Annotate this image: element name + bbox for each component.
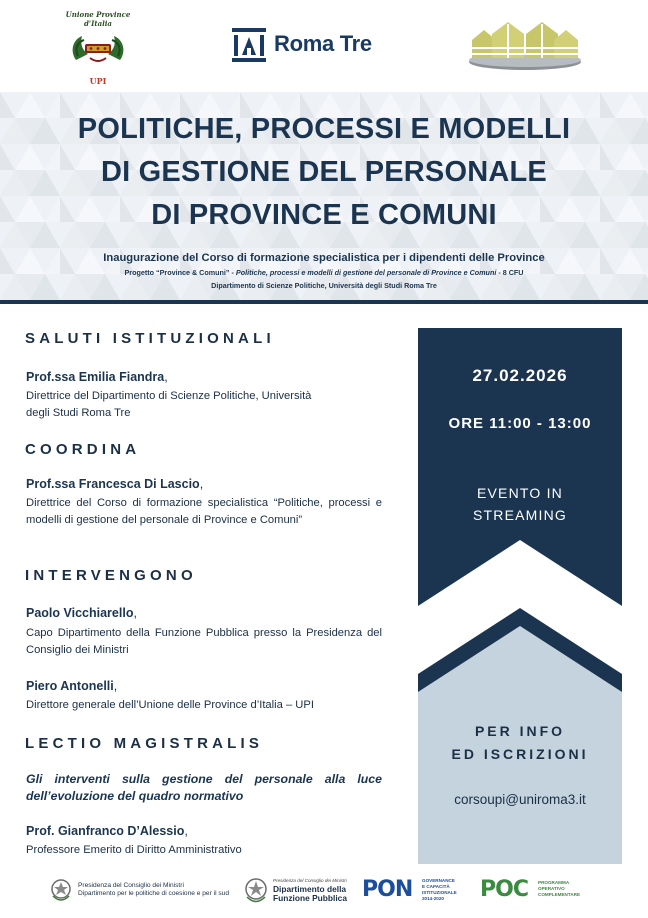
province-comuni-logo-icon [466,16,584,72]
coordina-name: Prof.ssa Francesca Di Lascio [26,477,200,491]
italian-emblem-icon [50,878,72,904]
roma-tre-wordmark: Roma Tre [274,31,372,56]
footer-dfp [244,868,354,912]
event-date: 27.02.2026 [472,366,568,385]
dfp-small-line: Presidenza del Consiglio dei Ministri [273,878,347,883]
saluti-speaker-name [26,370,168,384]
upi-emblem-icon [68,30,128,70]
upi-logo [60,10,136,86]
event-title-line-2: DI GESTIONE DEL PERSONALE [101,156,547,188]
roma-tre-mark-icon [232,28,266,62]
coordina-speaker-role: Direttrice del Corso di formazione specialistica “Politiche, processi e modelli di gestione del personale di Province e Comuni” [26,497,382,526]
italian-emblem-icon [244,877,268,905]
saluti-speaker-role: Direttrice del Dipartimento di Scienze Politiche, Università degli Studi Roma Tre [26,390,312,419]
inauguration-subtitle: Inaugurazione del Corso di formazione specialistica per i dipendenti delle Province [103,252,545,264]
event-mode-line-2: STREAMING [472,507,568,523]
footer-pon [362,868,462,912]
project-line [0,268,648,277]
event-mode [418,482,622,526]
pon-wordmark: PON [362,877,413,902]
coordina-name-suffix: , [199,477,204,491]
contact-email-link[interactable]: corsoupi@uniroma3.it [454,792,586,807]
banner-bottom-rule [0,300,648,304]
intervengono-heading: INTERVENGONO [25,567,197,584]
lectio-heading: LECTIO MAGISTRALIS [25,735,264,752]
poc-line-1: PROGRAMMA [538,880,570,885]
speaker-2-name: Piero Antonelli [26,679,114,693]
event-time: ORE 11:00 - 13:00 [448,415,592,432]
project-credits: - 8 CFU [496,268,524,277]
upi-arc-text: Unione Province d'Italia [65,10,131,28]
intervengono-speaker-1-role: Capo Dipartimento della Funzione Pubblica presso la Presidenza del Consiglio dei Ministri [26,627,382,656]
pon-line-2: E CAPACITÀ [422,884,450,889]
speaker-2-name-suffix: , [113,679,118,693]
pcm-line-1: Presidenza del Consiglio dei Ministri [78,882,184,889]
coordina-heading: COORDINA [25,441,141,458]
saluti-heading: SALUTI ISTITUZIONALI [25,330,275,347]
pon-line-3: ISTITUZIONALE [422,890,457,895]
intervengono-speaker-1-name [26,606,137,620]
saluti-name: Prof.ssa Emilia Fiandra [26,370,165,384]
speaker-1-name-suffix: , [133,606,137,620]
project-title: Politiche, processi e modelli di gestione del personale di Province e Comuni [235,268,497,277]
pon-line-1: GOVERNANCE [422,878,455,883]
poc-line-2: OPERATIVO [538,886,565,891]
intervengono-speaker-2-name [26,679,117,693]
project-prefix: Progetto “Province & Comuni” - [124,268,236,277]
logo-bar [0,0,648,92]
pcm-line-2: Dipartimento per le politiche di coesione e per il sud [78,890,230,897]
lectio-speaker-name [26,824,188,838]
coordina-speaker-name [26,477,203,491]
dfp-line-1: Dipartimento della [273,884,347,894]
event-mode-line-1: EVENTO IN [476,485,563,501]
department-line: Dipartimento di Scienze Politiche, Università degli Studi Roma Tre [211,281,437,290]
lectio-title: Gli interventi sulla gestione del personale alla luce dell’evoluzione del quadro normativo [26,772,382,803]
pon-line-4: 2014-2020 [422,896,444,901]
upi-acronym: UPI [89,76,107,86]
poc-wordmark: POC [480,877,528,902]
lectio-name: Prof. Gianfranco D’Alessio [26,824,185,838]
lectio-name-suffix: , [184,824,188,838]
event-title-line-1: POLITICHE, PROCESSI E MODELLI [77,113,571,145]
dfp-line-2: Funzione Pubblica [273,893,347,903]
footer-poc [480,868,600,912]
roma-tre-logo [232,26,402,66]
contact-heading-line-1: PER INFO [474,723,566,739]
saluti-name-suffix: , [164,370,168,384]
poc-line-3: COMPLEMENTARE [538,892,581,897]
contact-heading-line-2: ED ISCRIZIONI [451,746,589,762]
footer-pcm-coesione [50,868,240,912]
footer-logos [0,868,648,918]
lectio-speaker-role: Professore Emerito di Diritto Amministrativo [26,844,242,856]
event-title-line-3: DI PROVINCE E COMUNI [151,199,497,231]
speaker-1-name: Paolo Vicchiarello [26,606,134,620]
info-panel [418,328,622,864]
intervengono-speaker-2-role: Direttore generale dell’Unione delle Province d’Italia – UPI [26,699,314,711]
